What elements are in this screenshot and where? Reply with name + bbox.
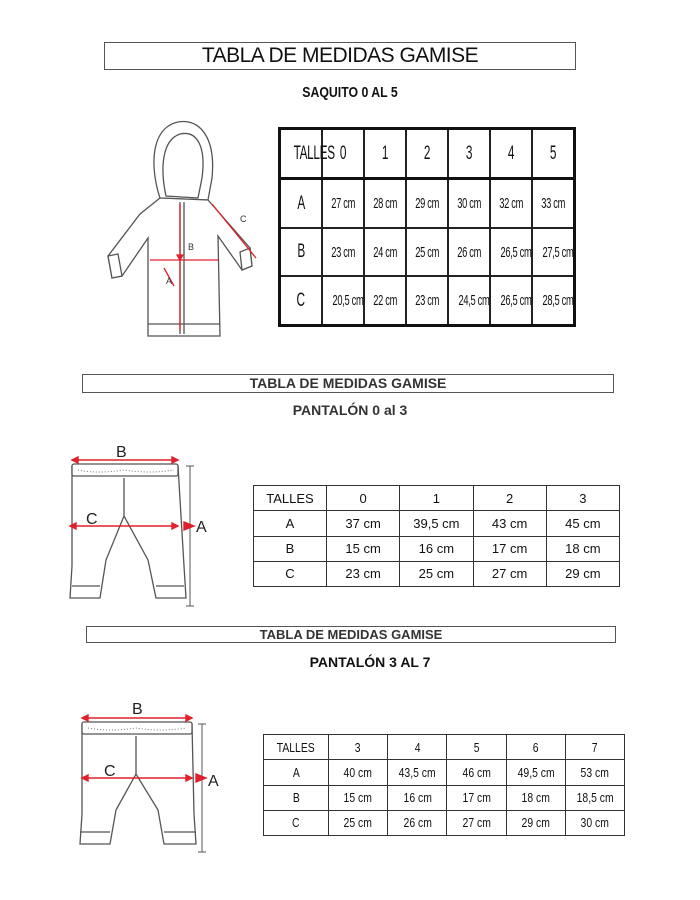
table-header-cell: 6	[506, 735, 565, 760]
table-cell: 24 cm	[364, 228, 406, 276]
label-b: B	[132, 701, 143, 718]
row-label: C	[254, 561, 327, 586]
table-cell: 22 cm	[364, 276, 406, 325]
section-title-saquito: TABLA DE MEDIDAS GAMISE	[104, 42, 576, 70]
table-cell: 33 cm	[532, 179, 574, 228]
section-subtitle-saquito: SAQUITO 0 AL 5	[302, 84, 398, 101]
table-header-row	[254, 486, 620, 511]
table-header-row	[264, 735, 625, 760]
label-a: A	[208, 773, 219, 790]
row-label: A	[254, 511, 327, 536]
table-header-cell: 3	[448, 129, 490, 179]
table-row	[280, 179, 575, 228]
table-row	[264, 760, 625, 785]
table-cell: 18 cm	[506, 785, 565, 810]
table-cell: 23 cm	[327, 561, 400, 586]
row-label: B	[254, 536, 327, 561]
section-title-pantalon-0-3: TABLA DE MEDIDAS GAMISE	[82, 374, 614, 393]
table-cell: 25 cm	[406, 228, 448, 276]
table-header-row	[280, 129, 575, 179]
pants-illustration-3-7	[68, 694, 233, 859]
table-row	[280, 228, 575, 276]
table-cell: 29 cm	[506, 810, 565, 835]
table-cell: 39,5 cm	[400, 511, 473, 536]
label-c: C	[240, 214, 247, 224]
section-subtitle-pantalon-0-3: PANTALÓN 0 al 3	[292, 402, 408, 418]
table-cell: 17 cm	[447, 785, 506, 810]
table-header-cell: 2	[406, 129, 448, 179]
label-b: B	[188, 242, 195, 252]
table-header-cell: 0	[327, 486, 400, 511]
table-cell: 26 cm	[448, 228, 490, 276]
label-c: C	[86, 511, 98, 528]
table-header-cell: 3	[546, 486, 619, 511]
table-row	[254, 511, 620, 536]
table-cell: 32 cm	[490, 179, 532, 228]
table-cell: 15 cm	[327, 536, 400, 561]
row-label: C	[280, 276, 323, 325]
table-cell: 30 cm	[565, 810, 624, 835]
table-cell: 17 cm	[473, 536, 546, 561]
row-label: A	[264, 760, 329, 785]
table-cell: 24,5 cm	[448, 276, 490, 325]
hoodie-illustration	[100, 118, 275, 343]
table-cell: 23 cm	[322, 228, 364, 276]
table-header-cell: TALLES	[280, 129, 323, 179]
table-cell: 28 cm	[364, 179, 406, 228]
table-header-cell: 0	[322, 129, 364, 179]
table-cell: 27 cm	[322, 179, 364, 228]
table-header-cell: 7	[565, 735, 624, 760]
table-cell: 25 cm	[400, 561, 473, 586]
size-table-saquito	[278, 127, 576, 327]
table-cell: 43 cm	[473, 511, 546, 536]
pants-illustration-0-3	[58, 440, 218, 610]
table-cell: 29 cm	[546, 561, 619, 586]
table-cell: 28,5 cm	[532, 276, 574, 325]
table-header-cell: 4	[388, 735, 447, 760]
table-cell: 27,5 cm	[532, 228, 574, 276]
label-a: A	[196, 519, 207, 536]
table-row	[264, 810, 625, 835]
table-header-cell: TALLES	[254, 486, 327, 511]
table-cell: 16 cm	[388, 785, 447, 810]
table-cell: 26,5 cm	[490, 228, 532, 276]
section-subtitle-pantalon-3-7: PANTALÓN 3 AL 7	[309, 654, 431, 670]
table-cell: 29 cm	[406, 179, 448, 228]
table-header-cell: 3	[329, 735, 388, 760]
table-header-cell: 1	[400, 486, 473, 511]
table-header-cell: 4	[490, 129, 532, 179]
table-cell: 23 cm	[406, 276, 448, 325]
table-cell: 16 cm	[400, 536, 473, 561]
row-label: C	[264, 810, 329, 835]
table-cell: 20,5 cm	[322, 276, 364, 325]
table-cell: 45 cm	[546, 511, 619, 536]
table-cell: 30 cm	[448, 179, 490, 228]
table-row	[254, 561, 620, 586]
size-table-pantalon-3-7	[263, 734, 625, 836]
table-cell: 15 cm	[329, 785, 388, 810]
row-label: B	[280, 228, 323, 276]
table-cell: 40 cm	[329, 760, 388, 785]
table-header-cell: 5	[532, 129, 574, 179]
table-cell: 49,5 cm	[506, 760, 565, 785]
row-label: B	[264, 785, 329, 810]
table-row	[264, 785, 625, 810]
label-c: C	[104, 763, 116, 780]
row-label: A	[280, 179, 323, 228]
table-cell: 43,5 cm	[388, 760, 447, 785]
table-header-cell: 5	[447, 735, 506, 760]
size-table-pantalon-0-3	[253, 485, 620, 587]
table-row	[254, 536, 620, 561]
section-title-pantalon-3-7: TABLA DE MEDIDAS GAMISE	[86, 626, 616, 643]
table-header-cell: TALLES	[264, 735, 329, 760]
table-cell: 46 cm	[447, 760, 506, 785]
table-cell: 18,5 cm	[565, 785, 624, 810]
table-cell: 18 cm	[546, 536, 619, 561]
table-cell: 26 cm	[388, 810, 447, 835]
table-cell: 53 cm	[565, 760, 624, 785]
table-row	[280, 276, 575, 325]
table-header-cell: 1	[364, 129, 406, 179]
table-cell: 27 cm	[447, 810, 506, 835]
label-b: B	[116, 444, 127, 461]
table-cell: 25 cm	[329, 810, 388, 835]
table-cell: 37 cm	[327, 511, 400, 536]
table-cell: 27 cm	[473, 561, 546, 586]
table-cell: 26,5 cm	[490, 276, 532, 325]
table-header-cell: 2	[473, 486, 546, 511]
label-a: A	[166, 276, 173, 286]
